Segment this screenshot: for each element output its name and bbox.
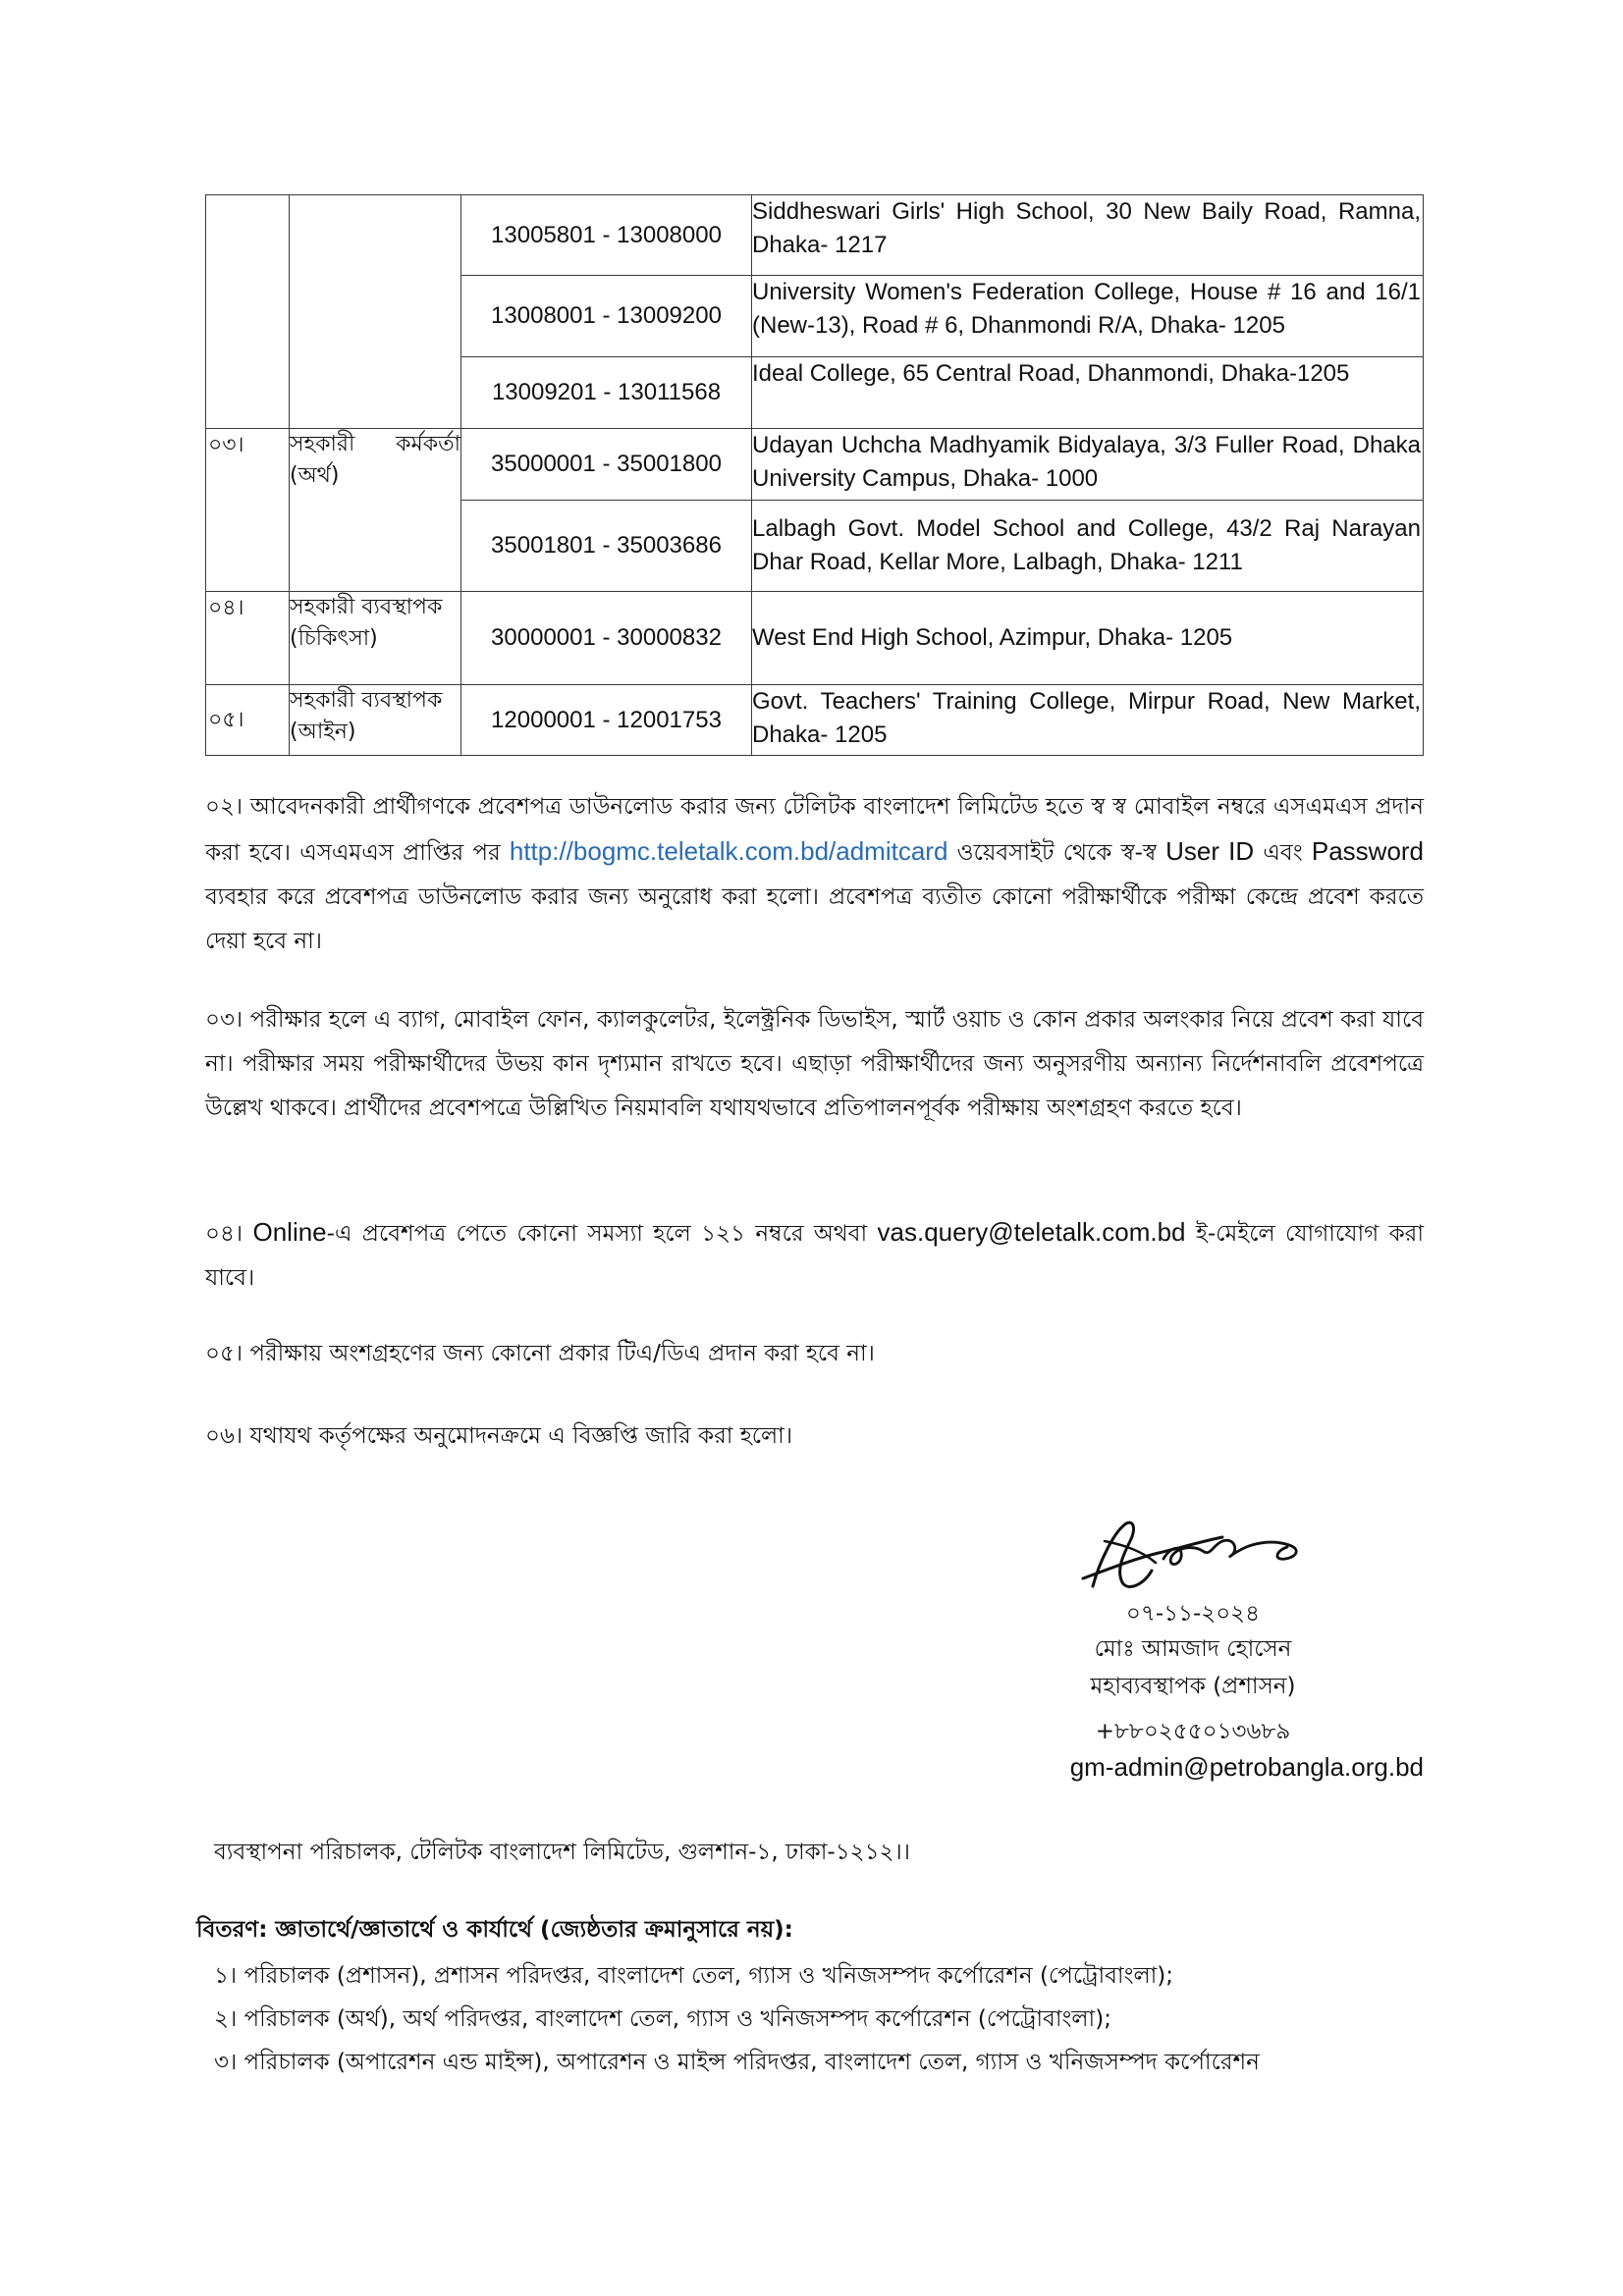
paragraph-text: ব্যবহার করে প্রবেশপত্র ডাউনলোড করার জন্য অনুরোধ করা হলো। প্রবেশপত্র ব্যতীত কোনো পরীক্ষার্থীকে পরীক্ষা কেন্দ্রে প্রবেশ করতে দেয়া হবে না। <box>205 884 1424 954</box>
paragraph-text: ০২। আবেদনকারী প্রার্থীগণকে প্রবেশপত্র ডাউনলোড করার জন্য টেলিটক বাংলাদেশ লিমিটেড হতে স্ব স্ব মোবাইল নম্বরে এসএমএস প্রদান করা হবে। এসএমএস প্রাপ্তির পর <box>205 794 1424 866</box>
online-text: Online <box>252 1217 327 1247</box>
roll-range-cell: 30000001 - 30000832 <box>461 592 752 685</box>
venue-cell: Ideal College, 65 Central Road, Dhanmondi, Dhaka-1205 <box>752 357 1424 429</box>
table-row <box>206 592 1424 685</box>
serial-cell: ০৪। <box>206 592 290 685</box>
roll-range-cell: 13005801 - 13008000 <box>461 195 752 276</box>
post-subtitle: (অর্থ) <box>290 463 340 488</box>
venue-cell: Govt. Teachers' Training College, Mirpur Road, New Market, Dhaka- 1205 <box>752 685 1424 756</box>
exam-center-table <box>205 194 1424 756</box>
addressee-line: ব্যবস্থাপনা পরিচালক, টেলিটক বাংলাদেশ লিমিটেড, গুলশান-১, ঢাকা-১২১২।। <box>214 1840 910 1865</box>
post-cell <box>290 195 461 429</box>
distribution-item: ১। পরিচালক (প্রশাসন), প্রশাসন পরিদপ্তর, বাংলাদেশ তেল, গ্যাস ও খনিজসম্পদ কর্পোরেশন (পেট্রোবাংলা); <box>214 1963 1174 1989</box>
serial-cell: ০৫। <box>206 685 290 756</box>
support-email[interactable]: vas.query@teletalk.com.bd <box>877 1217 1186 1247</box>
post-cell <box>290 429 461 592</box>
post-title-line <box>290 429 460 460</box>
paragraph-text: ওয়েবসাইট থেকে স্ব-স্ব <box>947 840 1166 866</box>
roll-range-cell: 35001801 - 35003686 <box>461 501 752 592</box>
venue-cell: Lalbagh Govt. Model School and College, 43/2 Raj Narayan Dhar Road, Kellar More, Lalbagh, Dhaka- 1211 <box>752 501 1424 592</box>
signatory-name: মোঃ আমজাদ হোসেন <box>1094 1636 1292 1662</box>
signatory-email[interactable]: gm-admin@petrobangla.org.bd <box>1069 1752 1424 1782</box>
distribution-item: ২। পরিচালক (অর্থ), অর্থ পরিদপ্তর, বাংলাদেশ তেল, গ্যাস ও খনিজসম্পদ কর্পোরেশন (পেট্রোবাংলা); <box>214 2006 1111 2032</box>
distribution-item: ৩। পরিচালক (অপারেশন এন্ড মাইন্স), অপারেশন ও মাইন্স পরিদপ্তর, বাংলাদেশ তেল, গ্যাস ও খনিজসম্পদ কর্পোরেশন <box>214 2050 1260 2075</box>
paragraph-text: ০৪। <box>205 1221 253 1247</box>
distribution-title: বিতরণ: জ্ঞাতার্থে/জ্ঞাতার্থে ও কার্যার্থে (জ্যেষ্ঠতার ক্রমানুসারে নয়): <box>196 1917 793 1943</box>
signatory-phone: +৮৮০২৫৫০১৩৬৮৯ <box>1095 1719 1291 1744</box>
notice-paragraph-02 <box>205 785 1424 964</box>
table-row <box>206 195 1424 276</box>
notice-paragraph-06: ০৬। যথাযথ কর্তৃপক্ষের অনুমোদনক্রমে এ বিজ্ঞপ্তি জারি করা হলো। <box>205 1423 793 1449</box>
post-word: সহকারী <box>290 432 355 456</box>
password-text: Password <box>1311 836 1425 866</box>
post-cell <box>290 592 461 685</box>
notice-paragraph-04 <box>205 1210 1424 1301</box>
table-row <box>206 685 1424 756</box>
post-cell <box>290 685 461 756</box>
venue-cell: Siddheswari Girls' High School, 30 New Baily Road, Ramna, Dhaka- 1217 <box>752 195 1424 276</box>
notice-paragraph-05: ০৫। পরীক্ষায় অংশগ্রহণের জন্য কোনো প্রকার টিএ/ডিএ প্রদান করা হবে না। <box>205 1341 875 1366</box>
post-subtitle: (চিকিৎসা) <box>290 626 378 651</box>
post-title: সহকারী ব্যবস্থাপক <box>290 688 443 713</box>
venue-cell: Udayan Uchcha Madhyamik Bidyalaya, 3/3 Fuller Road, Dhaka University Campus, Dhaka- 1000 <box>752 429 1424 501</box>
roll-range-cell: 13008001 - 13009200 <box>461 276 752 357</box>
post-word: কর্মকর্তা <box>396 432 460 456</box>
notice-paragraph-03: ০৩। পরীক্ষার হলে এ ব্যাগ, মোবাইল ফোন, ক্যালকুলেটর, ইলেক্ট্রনিক ডিভাইস, স্মার্ট ওয়াচ ও কোন প্রকার অলংকার নিয়ে প্রবেশ করা যাবে না। পরীক্ষার সময় পরীক্ষার্থীদের উভয় কান দৃশ্যমান রাখতে হবে। এছাড়া পরীক্ষার্থীদের জন্য অনুসরণীয় অন্যান্য নির্দেশনাবলি প্রবেশপত্রে উল্লেখ থাকবে। প্রার্থীদের প্রবেশপত্রে উল্লিখিত নিয়মাবলি যথাযথভাবে প্রতিপালনপূর্বক পরীক্ষায় অংশগ্রহণ করতে হবে। <box>205 1007 1424 1121</box>
table-row <box>206 429 1424 501</box>
paragraph-text: -এ প্রবেশপত্র পেতে কোনো সমস্যা হলে ১২১ নম্বরে অথবা <box>326 1221 878 1247</box>
post-title: সহকারী ব্যবস্থাপক <box>290 595 443 619</box>
roll-range-cell: 12000001 - 12001753 <box>461 685 752 756</box>
user-id-text: User ID <box>1165 836 1255 866</box>
venue-cell: West End High School, Azimpur, Dhaka- 1205 <box>752 592 1424 685</box>
paragraph-text: ই-মেইলে যোগাযোগ করা যাবে। <box>205 1221 1424 1291</box>
venue-cell: University Women's Federation College, House # 16 and 16/1 (New-13), Road # 6, Dhanmondi R/A, Dhaka- 1205 <box>752 276 1424 357</box>
roll-range-cell: 35000001 - 35001800 <box>461 429 752 501</box>
handwritten-signature <box>1065 1502 1321 1600</box>
serial-cell: ০৩। <box>206 429 290 592</box>
paragraph-text: এবং <box>1254 840 1312 866</box>
signature-date: ০৭-১১-২০২৪ <box>1125 1601 1261 1627</box>
post-subtitle: (আইন) <box>290 720 356 744</box>
serial-cell <box>206 195 290 429</box>
admit-card-link[interactable]: http://bogmc.teletalk.com.bd/admitcard <box>509 836 948 866</box>
signatory-designation: মহাব্যবস্থাপক (প্রশাসন) <box>1090 1674 1296 1699</box>
roll-range-cell: 13009201 - 13011568 <box>461 357 752 429</box>
